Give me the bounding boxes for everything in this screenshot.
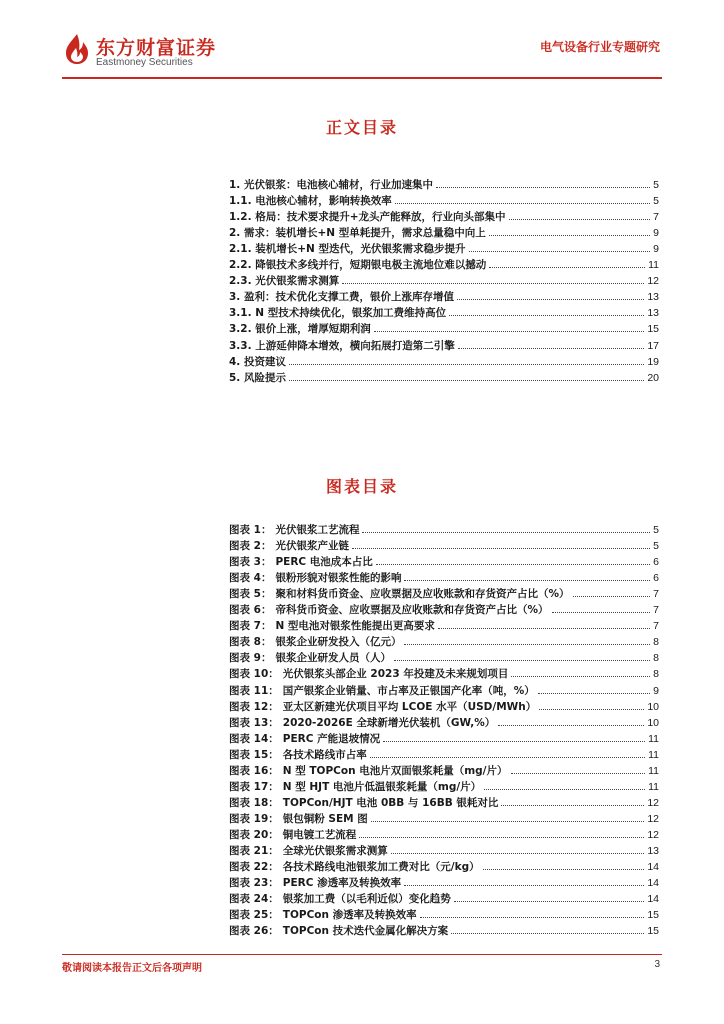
figure-item-number: 图表 23： — [229, 877, 279, 890]
toc-item-page: 11 — [648, 259, 659, 272]
toc-item-page: 7 — [653, 211, 659, 224]
figure-item-page: 11 — [648, 764, 659, 777]
figure-item-page: 6 — [653, 556, 659, 569]
figure-item-label: N 型 TOPCon 电池片双面银浆耗量（mg/片） — [282, 764, 508, 777]
toc-item-label: 3.1. N 型技术持续优化，银浆加工费维持高位 — [229, 307, 447, 320]
figure-item-number: 图表 16： — [229, 764, 279, 777]
figure-item[interactable] — [229, 731, 659, 747]
figure-item-label: 聚和材料货币资金、应收票据及应收账款和存货资产占比（%） — [275, 588, 570, 601]
figure-item-number: 图表 10： — [229, 668, 279, 681]
figure-item-page: 9 — [653, 684, 659, 697]
dot-leader — [289, 380, 644, 381]
dot-leader — [511, 773, 646, 774]
figure-item[interactable] — [229, 827, 659, 843]
figure-item[interactable] — [229, 811, 659, 827]
figure-item-page: 8 — [653, 652, 659, 665]
figure-item-label: TOPCon 技术迭代金属化解决方案 — [282, 925, 449, 938]
figure-item-page: 11 — [648, 780, 659, 793]
figure-item-number: 图表 13： — [229, 716, 279, 729]
dot-leader — [469, 251, 651, 252]
dot-leader — [511, 676, 650, 677]
dot-leader — [539, 709, 644, 710]
figure-item-page: 8 — [653, 636, 659, 649]
dot-leader — [451, 933, 644, 934]
figure-item-number: 图表 7： — [229, 620, 272, 633]
figure-item-page: 6 — [653, 572, 659, 585]
figure-item[interactable] — [229, 779, 659, 795]
figure-item-number: 图表 14： — [229, 732, 279, 745]
dot-leader — [342, 283, 644, 284]
figure-item-label: 银粉形貌对银浆性能的影响 — [275, 572, 402, 585]
dot-leader — [454, 901, 645, 902]
toc-item-page: 5 — [653, 195, 659, 208]
figure-item-page: 10 — [647, 700, 659, 713]
figure-item[interactable] — [229, 570, 659, 586]
figure-item[interactable] — [229, 763, 659, 779]
figure-item-page: 12 — [647, 828, 659, 841]
toc-item[interactable] — [229, 305, 659, 321]
toc-item-label: 2.3. 光伏银浆需求测算 — [229, 275, 340, 288]
toc-item-label: 1.2. 格局：技术要求提升+龙头产能释放，行业向头部集中 — [229, 211, 506, 224]
figure-item[interactable] — [229, 891, 659, 907]
toc-item-page: 20 — [647, 371, 659, 384]
figure-item-label: TOPCon 渗透率及转换效率 — [282, 909, 417, 922]
dot-leader — [374, 331, 645, 332]
figure-item-label: PERC 产能退坡情况 — [282, 732, 381, 745]
dot-leader — [484, 789, 645, 790]
logo-text-en: Eastmoney Securities — [96, 57, 193, 68]
figure-item-label: 光伏银浆产业链 — [275, 540, 349, 553]
figure-item-number: 图表 8： — [229, 636, 272, 649]
figure-item-label: 铜电镀工艺流程 — [282, 828, 357, 841]
company-logo — [62, 30, 217, 70]
toc-item-label: 1.1. 电池核心辅材，影响转换效率 — [229, 195, 392, 208]
disclaimer-note[interactable]: 敬请阅读本报告正文后各项声明 — [62, 963, 202, 974]
figure-item[interactable] — [229, 682, 659, 698]
figure-item-page: 5 — [653, 524, 659, 537]
figure-item[interactable] — [229, 795, 659, 811]
figure-item[interactable] — [229, 699, 659, 715]
figure-item-page: 7 — [653, 620, 659, 633]
figure-item-number: 图表 20： — [229, 828, 279, 841]
figure-item-page: 14 — [647, 861, 659, 874]
figure-item-number: 图表 19： — [229, 812, 279, 825]
toc-item[interactable] — [229, 241, 659, 257]
figure-item-label: 各技术路线电池银浆加工费对比（元/kg） — [282, 861, 480, 874]
dot-leader — [483, 869, 645, 870]
page-header — [0, 0, 724, 90]
toc-item-page: 9 — [653, 227, 659, 240]
figure-item-number: 图表 9： — [229, 652, 272, 665]
toc-item-page: 17 — [647, 339, 659, 352]
figure-item[interactable] — [229, 859, 659, 875]
toc-item-label: 5. 风险提示 — [229, 371, 286, 384]
toc-list — [229, 177, 659, 386]
dot-leader — [489, 235, 650, 236]
dot-leader — [420, 917, 645, 918]
dot-leader — [436, 187, 650, 188]
figure-item-number: 图表 15： — [229, 748, 279, 761]
figure-item-page: 10 — [647, 716, 659, 729]
dot-leader — [404, 580, 650, 581]
figures-list — [229, 522, 659, 939]
figure-item[interactable] — [229, 554, 659, 570]
figure-item-label: 各技术路线市占率 — [282, 748, 367, 761]
dot-leader — [538, 693, 650, 694]
dot-leader — [394, 660, 650, 661]
dot-leader — [359, 837, 644, 838]
figure-item[interactable] — [229, 634, 659, 650]
toc-item-label: 2.2. 降银技术多线并行，短期银电极主流地位难以撼动 — [229, 259, 487, 272]
figure-item-label: 国产银浆企业销量、市占率及正银国产化率（吨，%） — [282, 684, 535, 697]
toc-item-label: 4. 投资建议 — [229, 355, 286, 368]
dot-leader — [449, 315, 644, 316]
figure-item[interactable] — [229, 843, 659, 859]
figure-item[interactable] — [229, 907, 659, 923]
toc-item-label: 1. 光伏银浆：电池核心辅材，行业加速集中 — [229, 179, 433, 192]
figure-item-number: 图表 25： — [229, 909, 279, 922]
figure-item-label: 银包铜粉 SEM 图 — [282, 812, 368, 825]
dot-leader — [289, 364, 644, 365]
figure-item-label: 2020-2026E 全球新增光伏装机（GW,%） — [282, 716, 496, 729]
toc-item-label: 2.1. 装机增长+N 型迭代，光伏银浆需求稳步提升 — [229, 243, 466, 256]
toc-title: 正文目录 — [325, 118, 398, 137]
figure-item-number: 图表 2： — [229, 540, 272, 553]
figure-item[interactable] — [229, 538, 659, 554]
figure-item[interactable] — [229, 602, 659, 618]
figure-item[interactable] — [229, 715, 659, 731]
figure-item-label: N 型 HJT 电池片低温银浆耗量（mg/片） — [282, 780, 482, 793]
figure-item-number: 图表 12： — [229, 700, 279, 713]
figure-item-label: 光伏银浆头部企业 2023 年投建及未来规划项目 — [282, 668, 509, 681]
figure-item-number: 图表 21： — [229, 844, 279, 857]
figure-item-page: 14 — [647, 893, 659, 906]
logo-text-cn: 东方财富证券 — [96, 37, 217, 59]
figure-item-number: 图表 1： — [229, 524, 272, 537]
figure-item[interactable] — [229, 618, 659, 634]
toc-item[interactable] — [229, 193, 659, 209]
figure-item-page: 8 — [653, 668, 659, 681]
figure-item-number: 图表 11： — [229, 684, 279, 697]
header-divider — [62, 77, 662, 79]
figure-item-page: 14 — [647, 877, 659, 890]
toc-item-label: 3. 盈利：技术优化支撑工费，银价上涨库存增值 — [229, 291, 454, 304]
figure-item-number: 图表 24： — [229, 893, 279, 906]
toc-item[interactable] — [229, 257, 659, 273]
dot-leader — [404, 644, 650, 645]
page-number: 3 — [654, 959, 660, 970]
figure-item-number: 图表 22： — [229, 861, 279, 874]
report-type: 电气设备行业专题研究 — [539, 40, 660, 54]
dot-leader — [458, 348, 645, 349]
dot-leader — [395, 203, 650, 204]
toc-item-label: 3.3. 上游延伸降本增效，横向拓展打造第二引擎 — [229, 339, 455, 352]
dot-leader — [352, 548, 650, 549]
figure-item-label: PERC 电池成本占比 — [275, 556, 373, 569]
dot-leader — [457, 299, 644, 300]
figure-item-label: 帝科货币资金、应收票据及应收账款和存货资产占比（%） — [275, 604, 549, 617]
dot-leader — [376, 564, 650, 565]
dot-leader — [371, 821, 645, 822]
footer-divider — [62, 954, 662, 955]
figure-item-number: 图表 4： — [229, 572, 272, 585]
dot-leader — [370, 757, 645, 758]
figure-item-page: 15 — [647, 909, 659, 922]
figure-item-page: 5 — [653, 540, 659, 553]
figure-item-page: 11 — [648, 732, 659, 745]
dot-leader — [383, 741, 645, 742]
toc-item-page: 12 — [647, 275, 659, 288]
figure-item-label: 银浆企业研发人员（人） — [275, 652, 391, 665]
figure-item[interactable] — [229, 586, 659, 602]
figure-item[interactable] — [229, 522, 659, 538]
toc-item[interactable] — [229, 209, 659, 225]
dot-leader — [438, 628, 650, 629]
figure-item-number: 图表 17： — [229, 780, 279, 793]
toc-item-page: 9 — [653, 243, 659, 256]
toc-item[interactable] — [229, 225, 659, 241]
figure-item-page: 11 — [648, 748, 659, 761]
toc-item-label: 2. 需求：装机增长+N 型单耗提升，需求总量稳中向上 — [229, 227, 486, 240]
dot-leader — [489, 267, 645, 268]
figure-item-label: N 型电池对银浆性能提出更高要求 — [275, 620, 435, 633]
figure-item-number: 图表 5： — [229, 588, 272, 601]
figure-item-number: 图表 3： — [229, 556, 272, 569]
figure-item-label: PERC 渗透率及转换效率 — [282, 877, 402, 890]
toc-item[interactable] — [229, 273, 659, 289]
dot-leader — [501, 805, 644, 806]
dot-leader — [509, 219, 651, 220]
figure-item-page: 7 — [653, 588, 659, 601]
figure-item-label: TOPCon/HJT 电池 0BB 与 16BB 银耗对比 — [282, 796, 499, 809]
toc-item[interactable] — [229, 337, 659, 353]
toc-item[interactable] — [229, 177, 659, 193]
figure-item-label: 银浆加工费（以毛利近似）变化趋势 — [282, 893, 451, 906]
figure-item[interactable] — [229, 875, 659, 891]
dot-leader — [404, 885, 644, 886]
figure-item-number: 图表 26： — [229, 925, 279, 938]
figure-item[interactable] — [229, 747, 659, 763]
dot-leader — [391, 853, 645, 854]
figure-item-page: 7 — [653, 604, 659, 617]
figure-item[interactable] — [229, 650, 659, 666]
figure-item-page: 13 — [647, 844, 659, 857]
dot-leader — [573, 596, 651, 597]
figure-item-page: 15 — [647, 925, 659, 938]
dot-leader — [498, 725, 644, 726]
toc-item-page: 19 — [647, 355, 659, 368]
figure-item-label: 亚太区新建光伏项目平均 LCOE 水平（USD/MWh） — [282, 700, 537, 713]
toc-item-label: 3.2. 银价上涨，增厚短期利润 — [229, 323, 371, 336]
toc-item[interactable] — [229, 321, 659, 337]
toc-item-page: 5 — [653, 179, 659, 192]
figure-item-number: 图表 6： — [229, 604, 272, 617]
toc-item[interactable] — [229, 370, 659, 386]
figure-item-number: 图表 18： — [229, 796, 279, 809]
figure-item-page: 12 — [647, 812, 659, 825]
dot-leader — [362, 532, 650, 533]
toc-item[interactable] — [229, 354, 659, 370]
figure-item-label: 全球光伏银浆需求测算 — [282, 844, 388, 857]
figure-item-page: 12 — [647, 796, 659, 809]
figure-item-label: 银浆企业研发投入（亿元） — [275, 636, 402, 649]
figure-item-label: 光伏银浆工艺流程 — [275, 524, 360, 537]
logo-flame-icon — [62, 32, 92, 66]
figure-item[interactable] — [229, 923, 659, 939]
figures-title: 图表目录 — [325, 477, 398, 496]
figure-item[interactable] — [229, 666, 659, 682]
toc-item-page: 15 — [647, 323, 659, 336]
toc-item[interactable] — [229, 289, 659, 305]
toc-item-page: 13 — [647, 291, 659, 304]
toc-item-page: 13 — [647, 307, 659, 320]
dot-leader — [552, 612, 651, 613]
